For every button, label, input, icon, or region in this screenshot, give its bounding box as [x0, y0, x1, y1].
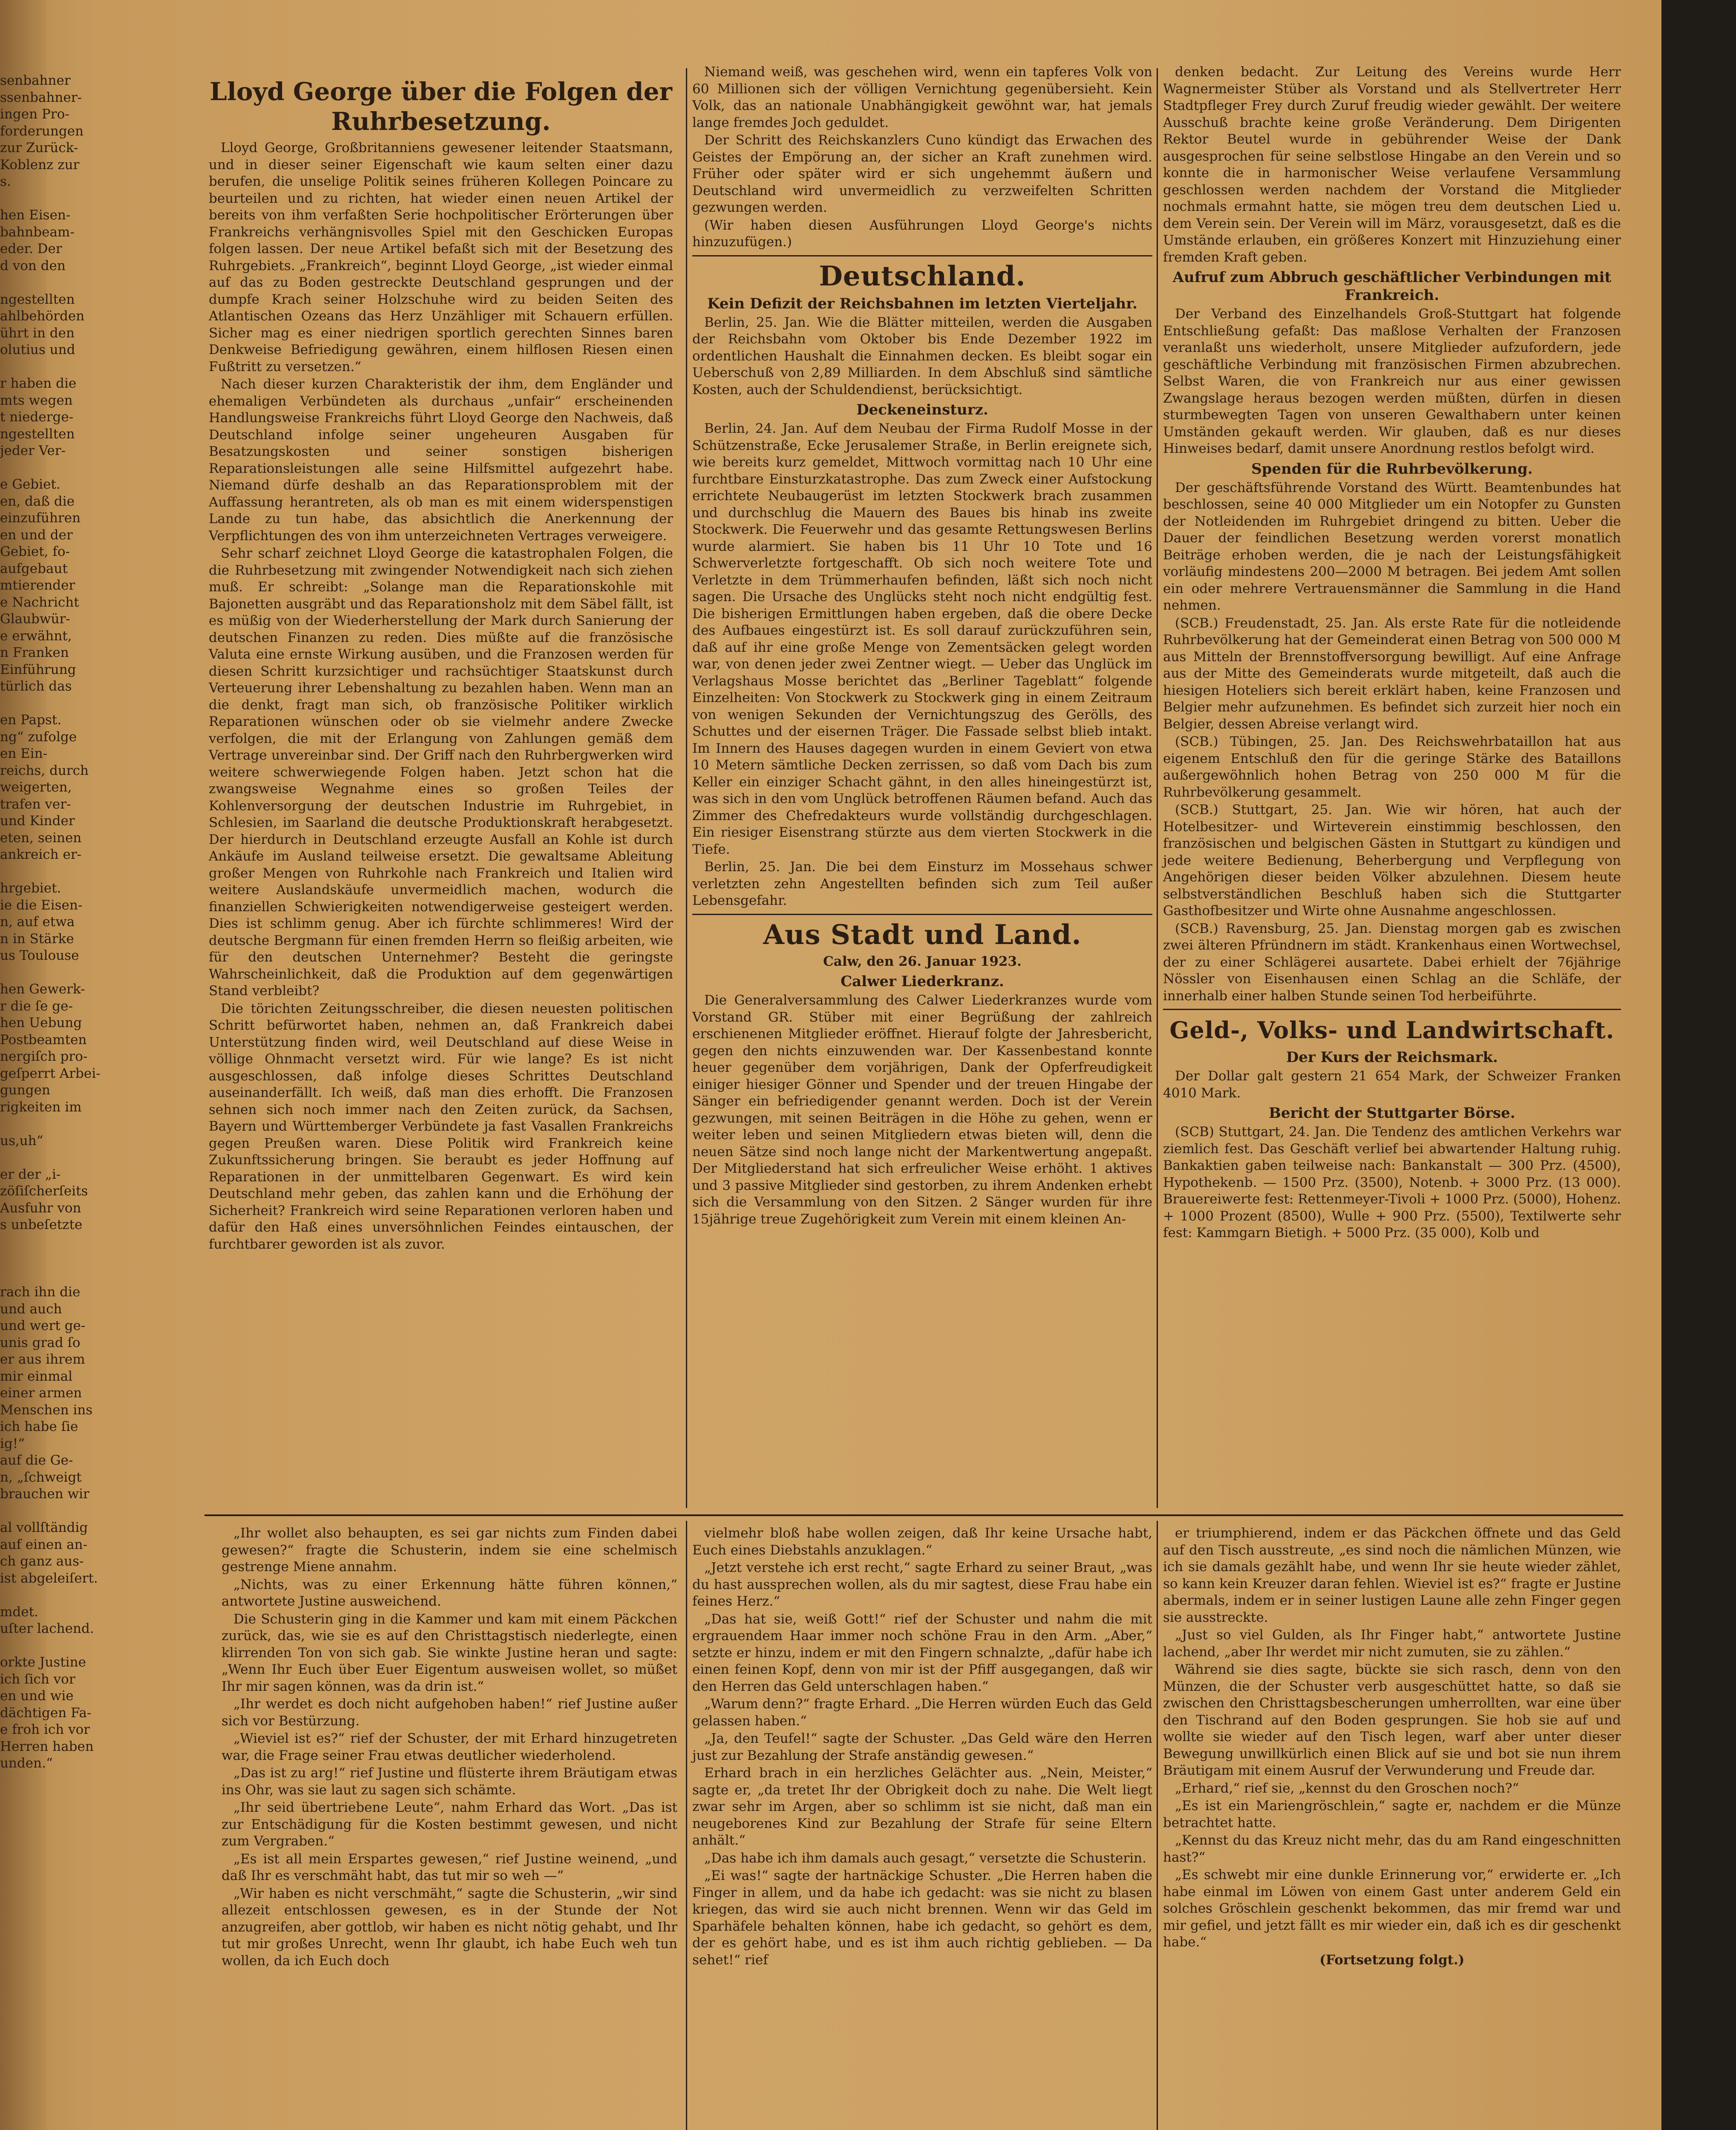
fragment-line — [0, 1250, 64, 1267]
paragraph: „Es ist all mein Erspartes gewesen,“ rief Justine weinend, „und daß Ihr es verschmäht habt, das tut mir so weh —“ — [222, 1851, 677, 1883]
fragment-line: Ausfuhr von — [0, 1200, 81, 1216]
fragment-line: bahnbeam- — [0, 224, 75, 240]
fragment-line: mir einmal — [0, 1368, 73, 1384]
paragraph: „Ja, den Teufel!“ sagte der Schuster. „Das Geld wäre den Herren just zur Bezahlung der Strafe anständig gewesen.“ — [692, 1731, 1152, 1763]
fragment-line: rach ihn die — [0, 1284, 81, 1300]
fragment-line: Herren haben — [0, 1739, 94, 1754]
fragment-line: Koblenz zur — [0, 157, 80, 173]
fragment-line: mtierender — [0, 578, 75, 593]
paragraph: Berlin, 24. Jan. Auf dem Neubau der Firma Rudolf Mosse in der Schützenstraße, Ecke Jerusalemer Straße, in Berlin ereignete sich, wie bereits kurz gemeldet, Mittwoch vormittag nach 10 Uhr eine furchtbare Einsturzkatastrophe. Das zum Zweck einer Aufstockung errichtete Neubaugerüst im letzten Stockwerk brach zusammen und durchschlug die Mauern des Baues bis hinab ins zweite Stockwerk. Die Feuerwehr und das gesamte Rettungswesen Berlins wurde alarmiert. Sie haben bis 11 Uhr 10 Tote und 16 Schwerverletzte fortgeschafft. Ob sich noch weitere Tote und Verletzte in dem Trümmerhaufen befinden, läßt sich noch nicht sagen. Die Ursache des Unglücks steht noch nicht endgültig fest. Die bisherigen Ermittlungen haben ergeben, daß die obere Decke des Aufbaues eingestürzt ist. Es soll darauf zurückzuführen sein, daß auf ihr eine große Menge von Zementsäcken gelegt worden war, von denen jeder zwei Zentner wiegt. — Ueber das Unglück im Verlagshaus Mosse berichtet das „Berliner Tageblatt“ folgende Einzelheiten: Von Stockwerk zu Stockwerk ging in einem Zeitraum von wenigen Sekunden der Vernichtungszug des Gerölls, des Schuttes und der eisernen Träger. Die Fassade selbst blieb intakt. Im Innern des Hauses dagegen wurden in einem Geviert von etwa 10 Metern sämtliche Decken zerrissen, so daß vom Dach bis zum Keller ein einziger Schacht gähnt, in den alles hineingestürzt ist, was sich in den vom Unglück betroffenen Räumen befand. Auch das Zimmer des Chefredakteurs wurde vollständig durchgeschlagen. Ein riesiger Eisenstrang stürzte aus dem vierten Stockwerk in die Tiefe. — [692, 421, 1152, 857]
paragraph: (SCB) Stuttgart, 24. Jan. Die Tendenz des amtlichen Verkehrs war ziemlich fest. Das Geschäft verlief bei abwartender Haltung ruhig. Bankaktien gaben teilweise nach: Bankanstalt — 300 Prz. (4500), Hypothekenb. — 1500 Prz. (3500), Notenb. + 3000 Prz. (13 000). Brauereiwerte fest: Rettenmeyer-Tivoli + 1000 Prz. (5000), Hohenz. + 1000 Prozent (8500), Wulle + 900 Prz. (5500), Textilwerte sehr fest: Kammgarn Bietigh. + 5000 Prz. (35 000), Kolb und — [1163, 1124, 1621, 1241]
fragment-line: Menschen ins — [0, 1402, 93, 1418]
fragment-line: er aus ihrem — [0, 1352, 85, 1367]
fragment-line: r haben die — [0, 376, 77, 391]
fragment-line: orkte Justine — [0, 1655, 86, 1670]
fragment-line: ührt in den — [0, 325, 75, 341]
scan-background — [1661, 0, 1736, 2130]
paragraph: „Kennst du das Kreuz nicht mehr, das du am Rand eingeschnitten hast?“ — [1163, 1833, 1621, 1865]
subheading: Kein Defizit der Reichsbahnen im letzten Vierteljahr. — [707, 295, 1137, 312]
fragment-line — [0, 1267, 64, 1284]
fragment-line — [0, 1587, 64, 1604]
fragment-line: einer armen — [0, 1385, 82, 1401]
paragraph: (Wir haben diesen Ausführungen Lloyd George's nichts hinzuzufügen.) — [692, 217, 1152, 250]
section-title-stadt-land: Aus Stadt und Land. — [763, 918, 1082, 951]
paragraph: Während sie dies sagte, bückte sie sich rasch, denn von den Münzen, die der Schuster verb ausgeschüttet hatte, so daß sie zwischen den Christtagsbescherungen umherrollten, war eine über den Tischrand auf den Boden gesprungen. Sie hob sie auf und wollte sie wieder auf den Tisch legen, warf aber unter dieser Bewegung unwillkürlich einen Blick auf sie und bot sie nun ihrem Bräutigam mit einem Ausruf der Verwunderung und Freude dar. — [1163, 1662, 1621, 1778]
fragment-line: ch ganz aus- — [0, 1554, 84, 1569]
article-column-1 — [209, 77, 673, 1440]
paragraph: Nach dieser kurzen Charakteristik der ihm, dem Engländer und ehemaligen Verbündeten als durchaus „unfair“ erscheinenden Handlungsweise Frankreichs führt Lloyd George den Nachweis, daß Deutschland infolge seiner ungeheuren Ausgaben für Besatzungskosten und seiner sonstigen bisherigen Reparationsleistungen alle seine Hilfsmittel aufgezehrt habe. Niemand dürfe deshalb an das Reparationsproblem mit der Auffassung herantreten, als ob man es mit einem widerspenstigen Lande zu tun habe, das absichtlich die Anerkennung der Verpflichtungen des von ihm unterzeichneten Vertrages verweigere. — [209, 377, 673, 544]
feuilleton-column-2 — [692, 1525, 1152, 2130]
fragment-line: s unbeſetzte — [0, 1217, 83, 1232]
fragment-line: us,uh“ — [0, 1133, 43, 1148]
paragraph: „Ihr seid übertriebene Leute“, nahm Erhard das Wort. „Das ist zur Entschädigung für die Kosten bestimmt gewesen, und nicht zum Vergraben.“ — [222, 1800, 677, 1849]
fragment-line: türlich das — [0, 679, 72, 694]
fragment-line: s. — [0, 174, 11, 189]
paragraph: Sehr scharf zeichnet Lloyd George die katastrophalen Folgen, die die Ruhrbesetzung mit zwingender Notwendigkeit nach sich ziehen muß. Er schreibt: „Solange man die Reparationskohle mit Bajonetten ausgräbt und das Reparationsholz mit dem Säbel fällt, ist es müßig von der Wiederherstellung der Mark durch Sanierung der deutschen Finanzen zu reden. Dies müßte auf die französische Valuta eine ernste Wirkung ausüben, und die Franzosen werden für diesen Schritt kurzsichtiger und rachsüchtiger Staatskunst durch Verteuerung ihrer Lebenshaltung zu bezahlen haben. Wenn man an die denkt, fragt man sich, ob französische Politiker wirklich Reparationen wünschen oder ob sie vielmehr andere Zwecke verfolgen, die mit der Erlangung von Zahlungen gemäß dem Vertrage unvereinbar sind. Der Griff nach den Ruhrbergwerken wird weitere schwerwiegende Folgen haben. Jetzt schon hat die zwangsweise Wegnahme eines so großen Teiles der Kohlenversorgung der deutschen Industrie im Ruhrgebiet, in Schlesien, im Saarland die deutsche Produktionskraft herabgesetzt. Der hierdurch in Deutschland erzeugte Ausfall an Kohle ist durch Ankäufe im Ausland teilweise ersetzt. Die gewaltsame Ableitung großer Mengen von Ruhrkohle nach Frankreich und Italien wird weitere Auslandskäufe unvermeidlich machen, wodurch die finanziellen Schwierigkeiten notwendigerweise gesteigert werden. Dies ist schlimm genug. Aber ich fürchte schlimmeres! Wird der deutsche Bergmann für einen fremden Herrn so fleißig arbeiten, wie für den deutschen Unternehmer? Besteht die geringste Wahrscheinlichkeit, daß die Produktion auf dem gegenwärtigen Stand verbleibt? — [209, 546, 673, 999]
paragraph: „Warum denn?“ fragte Erhard. „Die Herren würden Euch das Geld gelassen haben.“ — [692, 1696, 1152, 1729]
fragment-line: en und der — [0, 527, 73, 543]
paragraph: Lloyd George, Großbritanniens gewesener leitender Staatsmann, und in dieser seiner Eigenschaft wie kaum selten einer dazu berufen, die unselige Politik seines früheren Kollegen Poincare zu beurteilen und zu richten, hat wieder einen neuen Artikel der bereits von ihm verfaßten Serie hochpolitischer Erörterungen über Frankreichs verhängnisvolles Spiel mit den Geschicken Europas folgen lassen. Der neue Artikel befaßt sich mit der Besetzung des Ruhrgebiets. „Frankreich“, beginnt Lloyd George, „ist wieder einmal auf das zu Boden gestreckte Deutschland gesprungen und der dumpfe Krach seiner Holzschuhe wird zu beiden Seiten des Atlantischen Ozeans das Herz Unzähliger mit Schauern erfüllen. Sicher mag es einer niedrigen sportlich gerechten Sinnes baren Denkweise Befriedigung gewähren, einem hilflosen Riesen einen Fußtritt zu versetzen.“ — [209, 140, 673, 374]
paragraph: (SCB.) Ravensburg, 25. Jan. Dienstag morgen gab es zwischen zwei älteren Pfründnern im städt. Krankenhaus einen Wortwechsel, der zu einer Schlägerei ausartete. Dabei erhielt der 76jährige Nössler von Eisenhausen einen Schlag an die Schläfe, der innerhalb einer halben Stunde seinen Tod herbeiführte. — [1163, 921, 1621, 1004]
fragment-line: olutius und — [0, 342, 75, 357]
paragraph: Der geschäftsführende Vorstand des Württ. Beamtenbundes hat beschlossen, seine 40 000 Mitglieder um ein Notopfer zu Gunsten der Notleidenden im Ruhrgebiet dringend zu bitten. Ueber die Dauer der feindlichen Besetzung werden vorerst monatlich Beiträge erhoben werden, die je nach der Leistungsfähigkeit vorläufig mindestens 200—2000 M betragen. Bei jedem Amt sollen ein oder mehrere Vertrauensmänner die Sammlung in die Hand nehmen. — [1163, 480, 1621, 613]
paragraph: Niemand weiß, was geschehen wird, wenn ein tapferes Volk von 60 Millionen sich der völligen Vernichtung gegenübersieht. Kein Volk, das an nationale Unabhängigkeit gewöhnt war, hat jemals lange fremdes Joch geduldet. — [692, 64, 1152, 130]
paragraph: Erhard brach in ein herzliches Gelächter aus. „Nein, Meister,“ sagte er, „da tretet Ihr der Obrigkeit doch zu nahe. Die Welt liegt zwar sehr im Argen, aber so schlimm ist sie nicht, daß man ein neugeborenes Kind zur Bezahlung der Strafe für seine Eltern anhält.“ — [692, 1765, 1152, 1848]
paragraph: „Ihr wollet also behaupten, es sei gar nichts zum Finden dabei gewesen?“ fragte die Schusterin, indem sie eine schelmisch gestrenge Miene annahm. — [222, 1526, 677, 1574]
fragment-line: en Ein- — [0, 746, 48, 761]
fragment-line: Glaubwür- — [0, 611, 70, 627]
paragraph: Die Schusterin ging in die Kammer und kam mit einem Päckchen zurück, das, wie sie es auf den Christtagstisch niederlegte, einen klirrenden Ton von sich gab. Sie winkte Justine heran und sagte: „Wenn Ihr Euch über Euer Eigentum ausweisen wollet, so müßet Ihr mir sagen können, was da drin ist.“ — [222, 1611, 677, 1694]
fragment-line: n in Stärke — [0, 931, 74, 947]
paragraph: (SCB.) Tübingen, 25. Jan. Des Reichswehrbataillon hat aus eigenem Entschluß den für die geringe Stärke des Bataillons außergewöhnlich hohen Betrag von 250 000 M für die Ruhrbevölkerung gesammelt. — [1163, 734, 1621, 800]
paragraph: (SCB.) Stuttgart, 25. Jan. Wie wir hören, hat auch der Hotelbesitzer- und Wirteverein einstimmig beschlossen, den französischen und belgischen Gästen in Stuttgart zu kündigen und jede weitere Bedienung, Beherbergung und Verpflegung von Angehörigen dieser beiden Völker abzulehnen. Diesem heute selbstverständlichen Beschluß haben sich die Stuttgarter Gasthofbesitzer und Wirte ohne Ausnahme angeschlossen. — [1163, 802, 1621, 918]
paragraph: (SCB.) Freudenstadt, 25. Jan. Als erste Rate für die notleidende Ruhrbevölkerung hat der Gemeinderat einen Betrag von 500 000 M aus Mitteln der Brennstoffversorgung bewilligt. Auf eine Anfrage aus der Mitte des Gemeinderats wurde mitgeteilt, daß auch die hiesigen Hoteliers sich bereit erklärt haben, keine Franzosen und Belgier mehr aufzunehmen. Es befindet sich zurzeit hier noch ein Belgier, dessen Abreise verlangt wird. — [1163, 615, 1621, 732]
paragraph: „Wir haben es nicht verschmäht,“ sagte die Schusterin, „wir sind allezeit entschlossen gewesen, es in der Stunde der Not anzugreifen, aber gottlob, wir haben es nicht nötig gehabt, und Ihr tut mir großes Unrecht, wenn Ihr glaubt, ich habe Euch weh tun wollen, da ich Euch doch — [222, 1885, 677, 1969]
fragment-line: mts wegen — [0, 392, 73, 408]
feuilleton-column-3 — [1163, 1525, 1621, 2130]
fragment-line: weigerten, — [0, 780, 72, 795]
subheading: Calwer Liederkranz. — [841, 973, 1004, 990]
dateline: Calw, den 26. Januar 1923. — [823, 953, 1022, 969]
article-headline: Lloyd George über die Folgen der Ruhrbesetzung. — [210, 77, 672, 136]
fragment-line: hrgebiet. — [0, 881, 61, 896]
subheading: Spenden für die Ruhrbevölkerung. — [1251, 460, 1533, 478]
paragraph: denken bedacht. Zur Leitung des Vereins wurde Herr Wagnermeister Stüber als Vorstand und als Stellvertreter Herr Stadtpfleger Frey durch Zuruf freudig wieder gewählt. Der weitere Ausschuß brachte keine große Veränderung. Dem Dirigenten Rektor Beutel wurde in gebührender Weise der Dank ausgesprochen für seine selbstlose Hingabe an den Verein und so konnte die in harmonischer Weise verlaufene Versammlung geschlossen werden nachdem der Vorstand die Mitglieder nochmals ermahnt hatte, sie mögen treu dem deutschen Lied u. dem Verein sein. Der Verein will im März, vorausgesetzt, daß es die Umstände erlauben, ein größeres Konzert mit Hinzuziehung einer fremden Kraft geben. — [1163, 64, 1621, 265]
fragment-line: d von den — [0, 258, 66, 273]
fragment-line: t niederge- — [0, 409, 74, 425]
fragment-line: us Toulouse — [0, 948, 79, 963]
fragment-line — [0, 190, 64, 207]
column-rule — [686, 1521, 687, 2130]
fragment-line: eten, seinen — [0, 830, 82, 846]
fragment-line: ie die Eisen- — [0, 897, 83, 913]
fragment-line: aufgebaut — [0, 561, 68, 576]
section-title-geld: Geld-, Volks- und Landwirtschaft. — [1169, 1016, 1615, 1044]
fragment-line — [0, 964, 64, 982]
section-divider — [692, 914, 1152, 917]
paragraph: „Ihr werdet es doch nicht aufgehoben haben!“ rief Justine außer sich vor Bestürzung. — [222, 1696, 677, 1729]
column-rule — [1157, 68, 1158, 1508]
continuation-note: (Fortsetzung folgt.) — [1319, 1952, 1465, 1968]
paragraph: „Das ist zu arg!“ rief Justine und flüsterte ihrem Bräutigam etwas ins Ohr, was sie laut zu sagen sich schämte. — [222, 1765, 677, 1798]
subheading: Bericht der Stuttgarter Börse. — [1269, 1105, 1515, 1122]
fragment-line: n Franken — [0, 645, 69, 660]
fragment-line: geſperrt Arbei- — [0, 1065, 101, 1081]
fragment-line: dächtigen Fa- — [0, 1705, 92, 1721]
paragraph: Der Schritt des Reichskanzlers Cuno kündigt das Erwachen des Geistes der Empörung an, der sicher an Kraft zunehmen wird. Früher oder später wird er sich ungehemmt äußern und Deutschland wird unvermeidlich zu verzweifelten Schritten gezwungen werden. — [692, 132, 1152, 215]
fragment-line: trafen ver- — [0, 796, 71, 812]
paragraph: Berlin, 25. Jan. Wie die Blätter mitteilen, werden die Ausgaben der Reichsbahn vom Oktober bis Ende Dezember 1922 im ordentlichen Haushalt die Einnahmen decken. Es bleibt sogar ein Ueberschuß von 2,89 Milliarden. In dem Abschluß sind sämtliche Kosten, auch der Schuldendienst, berücksichtigt. — [692, 314, 1152, 397]
fragment-line — [0, 695, 64, 712]
paragraph: „Erhard,“ rief sie, „kennst du den Groschen noch?“ — [1175, 1780, 1519, 1796]
fragment-line: r die ſe ge- — [0, 998, 73, 1014]
paragraph: Die törichten Zeitungsschreiber, die diesen neuesten politischen Schritt befürwortet haben, nehmen an, daß Frankreich dabei Unterstützung finden wird, weil Deutschland auf diese Weise in völlige Ohnmacht versetzt wird. Für wie lange? Es ist nicht ausgeschlossen, daß infolge dieses Schrittes Deutschland auseinanderfällt. Ich weiß, daß man dies erhofft. Die Franzosen sehnen sich noch immer nach den Zeiten zurück, da Sachsen, Bayern und Württemberger Verbündete ja fast Vasallen Frankreichs gegen Preußen waren. Diese Politik wird Frankreich keine Zukunftssicherung bringen. Sie beraubt es jeder Hoffnung auf Reparationen in der unmittelbaren Gegenwart. Es wird kein Deutschland mehr geben, das zahlen kann und die Erhöhung der Sicherheit? Frankreich wird seine Reparationen verloren haben und dafür den Haß eines unversöhnlichen Feindes eintauschen, der furchtbarer geworden ist als zuvor. — [209, 1001, 673, 1252]
fragment-line: ahlbehörden — [0, 308, 85, 324]
paragraph: „Just so viel Gulden, als Ihr Finger habt,“ antwortete Justine lachend, „aber Ihr werdet mir nicht zumuten, sie zu zählen.“ — [1163, 1627, 1621, 1660]
fragment-line: eder. Der — [0, 241, 62, 256]
column-rule — [686, 68, 687, 1508]
paragraph: Berlin, 25. Jan. Die bei dem Einsturz im Mossehaus schwer verletzten zehn Angestellten befinden sich zum Teil außer Lebensgefahr. — [692, 859, 1152, 908]
paragraph: er triumphierend, indem er das Päckchen öffnete und das Geld auf den Tisch ausstreute, „es sind noch die nämlichen Münzen, wie ich sie damals gezählt habe, und wenn Ihr sie heute wieder zählet, so kann kein Kreuzer daran fehlen. Wieviel ist es?“ fragte er Justine abermals, indem er in seiner lustigen Laune alle zehn Finger gegen sie ausstreckte. — [1163, 1526, 1621, 1625]
fragment-line: uſter lachend. — [0, 1621, 94, 1636]
fragment-line: e froh ich vor — [0, 1722, 90, 1737]
fragment-line: e erwähnt, — [0, 628, 72, 644]
article-column-2 — [692, 64, 1152, 1508]
fragment-line — [0, 864, 64, 881]
paragraph: „Nichts, was zu einer Erkennung hätte führen können,“ antwortete Justine ausweichend. — [222, 1577, 677, 1609]
fragment-line: auf die Ge- — [0, 1453, 73, 1468]
fragment-line: nergiſch pro- — [0, 1049, 88, 1064]
fragment-line — [0, 1116, 64, 1133]
fragment-line — [0, 460, 64, 477]
fragment-line: ssenbahner- — [0, 89, 82, 105]
fragment-line — [0, 359, 64, 376]
article-column-3 — [1163, 64, 1621, 1508]
fragment-line: en und wie — [0, 1688, 74, 1704]
feuilleton-column-1 — [222, 1525, 677, 2130]
fragment-line: und auch — [0, 1301, 62, 1317]
paragraph: „Es schwebt mir eine dunkle Erinnerung vor,“ erwiderte er. „Ich habe einmal im Löwen von einem Gast unter anderem Geld ein solches Gröschlein geschenkt bekommen, das mir fremd war und mir gefiel, und jetzt fällt es mir wieder ein, daß ich es dir geschenkt habe.“ — [1163, 1867, 1621, 1950]
fragment-line: einzuführen — [0, 510, 81, 526]
fragment-line: Postbeamten — [0, 1032, 87, 1048]
fragment-line — [0, 1234, 64, 1251]
fragment-line — [0, 1149, 64, 1166]
fragment-line: und wert ge- — [0, 1318, 86, 1333]
fragment-line: er der „i- — [0, 1166, 61, 1182]
fragment-line: zur Zurück- — [0, 140, 78, 155]
fragment-line: reichs, durch — [0, 763, 89, 778]
paragraph: „Ei was!“ sagte der hartnäckige Schuster. „Die Herren haben die Finger in allem, und da habe ich gedacht: was sie nicht zu blasen kriegen, das wird sie auch nicht brennen. Wenn wir das Geld im Sparhäfele behalten können, habe ich gedacht, so gehört es dem, der es gehört habe, und es ist ihm auch richtig geblieben. — Da sehet!“ rief — [692, 1868, 1152, 1968]
fragment-line: unden.“ — [0, 1756, 53, 1771]
paragraph: „Es ist ein Mariengröschlein,“ sagte er, nachdem er die Münze betrachtet hatte. — [1163, 1798, 1621, 1831]
fragment-line: hen Gewerk- — [0, 982, 85, 997]
section-title-deutschland: Deutschland. — [819, 260, 1026, 292]
fragment-line: brauchen wir — [0, 1486, 89, 1502]
fragment-line: ankreich er- — [0, 847, 82, 862]
fragment-line: hen Uebung — [0, 1015, 82, 1030]
fragment-line: ich ſich vor — [0, 1671, 75, 1687]
paragraph: „Das hat sie, weiß Gott!“ rief der Schuster und nahm die mit ergrauendem Haar immer noch schöne Frau in den Arm. „Aber,“ setzte er hinzu, indem er mit den Fingern schnalzte, „dafür habe ich einen feinen Kopf, denn von mir ist der Pfiff ausgegangen, daß wir den Herren das Geld unterschlagen haben.“ — [692, 1611, 1152, 1694]
left-fragment-column — [0, 72, 101, 1772]
fragment-line: en, daß die — [0, 493, 75, 509]
fragment-line: al vollſtändig — [0, 1520, 88, 1535]
fragment-line: unis grad ſo — [0, 1335, 81, 1350]
fragment-line: Einführung — [0, 662, 76, 677]
subheading: Der Kurs der Reichsmark. — [1286, 1049, 1498, 1066]
section-divider — [692, 255, 1152, 258]
fragment-line — [0, 1503, 64, 1520]
fragment-line: ist abgeleiſert. — [0, 1570, 98, 1586]
column-rule — [1157, 1521, 1158, 2130]
fragment-line — [0, 1638, 64, 1655]
section-divider — [1163, 1009, 1621, 1012]
paragraph: „Wieviel ist es?“ rief der Schuster, der mit Erhard hinzugetreten war, die Frage seiner Frau etwas deutlicher wiederholend. — [222, 1731, 677, 1763]
fragment-line: zöſiſcherſeits — [0, 1183, 88, 1199]
fragment-line: e Gebiet. — [0, 477, 60, 492]
fragment-line: ngestellten — [0, 291, 75, 307]
paragraph: Der Dollar galt gestern 21 654 Mark, der Schweizer Franken 4010 Mark. — [1163, 1068, 1621, 1101]
fragment-line: ich habe ſie — [0, 1419, 78, 1434]
fragment-line: gungen — [0, 1082, 50, 1098]
fragment-line: Gebiet, fo- — [0, 544, 70, 559]
fragment-line: n, auf etwa — [0, 914, 75, 930]
fragment-line — [0, 274, 64, 291]
fragment-line: rigkeiten im — [0, 1099, 82, 1115]
fragment-line: e Nachricht — [0, 594, 79, 610]
fragment-line: ng“ zufolge — [0, 729, 77, 745]
fragment-line: ngestellten — [0, 426, 75, 442]
paragraph: Die Generalversammlung des Calwer Liederkranzes wurde vom Vorstand GR. Stüber mit einer Begrüßung der zahlreich erschienenen Mitglieder eröffnet. Hierauf folgte der Jahresbericht, gegen den nichts einzuwenden war. Der Kassenbestand konnte heuer gegenüber dem vorjährigen, Dank der Opferfreudigkeit einiger hiesiger Gönner und Spender und der treuen Hingabe der Sänger ein befriedigender genannt werden. Doch ist der Verein gezwungen, mit seinen Beiträgen in die Höhe zu gehen, wenn er weiter leben und seinen Mitgliedern etwas bieten will, denn die neuen Sätze sind noch lange nicht der Markentwertung angepaßt. Der Mitgliederstand hat sich erfreulicher Weise erhöht. 1 aktives und 3 passive Mitglieder sind gestorben, zu ihrem Andenken erhebt sich die Versammlung von den Sitzen. 2 Sänger wurden für ihre 15jährige treue Zugehörigkeit zum Verein mit einem kleinen An- — [692, 993, 1152, 1227]
fragment-line: ingen Pro- — [0, 106, 69, 122]
paragraph: Der Verband des Einzelhandels Groß-Stuttgart hat folgende Entschließung gefaßt: Das maßlose Verhalten der Franzosen veranlaßt uns wiederholt, unsere Mitglieder aufzufordern, jede geschäftliche Verbindung mit französischen Firmen abzubrechen. Selbst Waren, die von Frankreich nur aus einer gewissen Zwangslage heraus bezogen werden müßten, dürfen in diesen sturmbewegten Tagen von unseren Gewalthabern unter keinen Umständen gekauft werden. Wir glauben, daß es nur dieses Hinweises bedarf, damit unsere Anordnung restlos befolgt wird. — [1163, 306, 1621, 456]
article-body — [209, 140, 673, 1253]
fragment-line: ig!“ — [0, 1436, 25, 1451]
fragment-line: und Kinder — [0, 813, 75, 829]
fragment-line: mdet. — [0, 1604, 38, 1620]
subheading: Deckeneinsturz. — [856, 401, 988, 418]
fragment-line: en Papst. — [0, 712, 62, 728]
fragment-line: jeder Ver- — [0, 443, 66, 458]
feuilleton-divider — [204, 1514, 1623, 1516]
subheading: Aufruf zum Abbruch geschäftlicher Verbindungen mit Frankreich. — [1172, 269, 1612, 304]
fragment-line: hen Eisen- — [0, 207, 71, 223]
fragment-line: senbahner — [0, 73, 71, 88]
paragraph: „Das habe ich ihm damals auch gesagt,“ versetzte die Schusterin. — [704, 1850, 1146, 1866]
fragment-line: n, „ſchweigt — [0, 1469, 82, 1485]
paragraph: vielmehr bloß habe wollen zeigen, daß Ihr keine Ursache habt, Euch eines Diebstahls anzuklagen.“ — [692, 1526, 1152, 1558]
paragraph: „Jetzt verstehe ich erst recht,“ sagte Erhard zu seiner Braut, „was du hast aussprechen wollen, als du mir sagtest, diese Frau habe ein feines Herz.“ — [692, 1560, 1152, 1609]
fragment-line: auf einen an- — [0, 1537, 88, 1552]
fragment-line: forderungen — [0, 123, 84, 139]
